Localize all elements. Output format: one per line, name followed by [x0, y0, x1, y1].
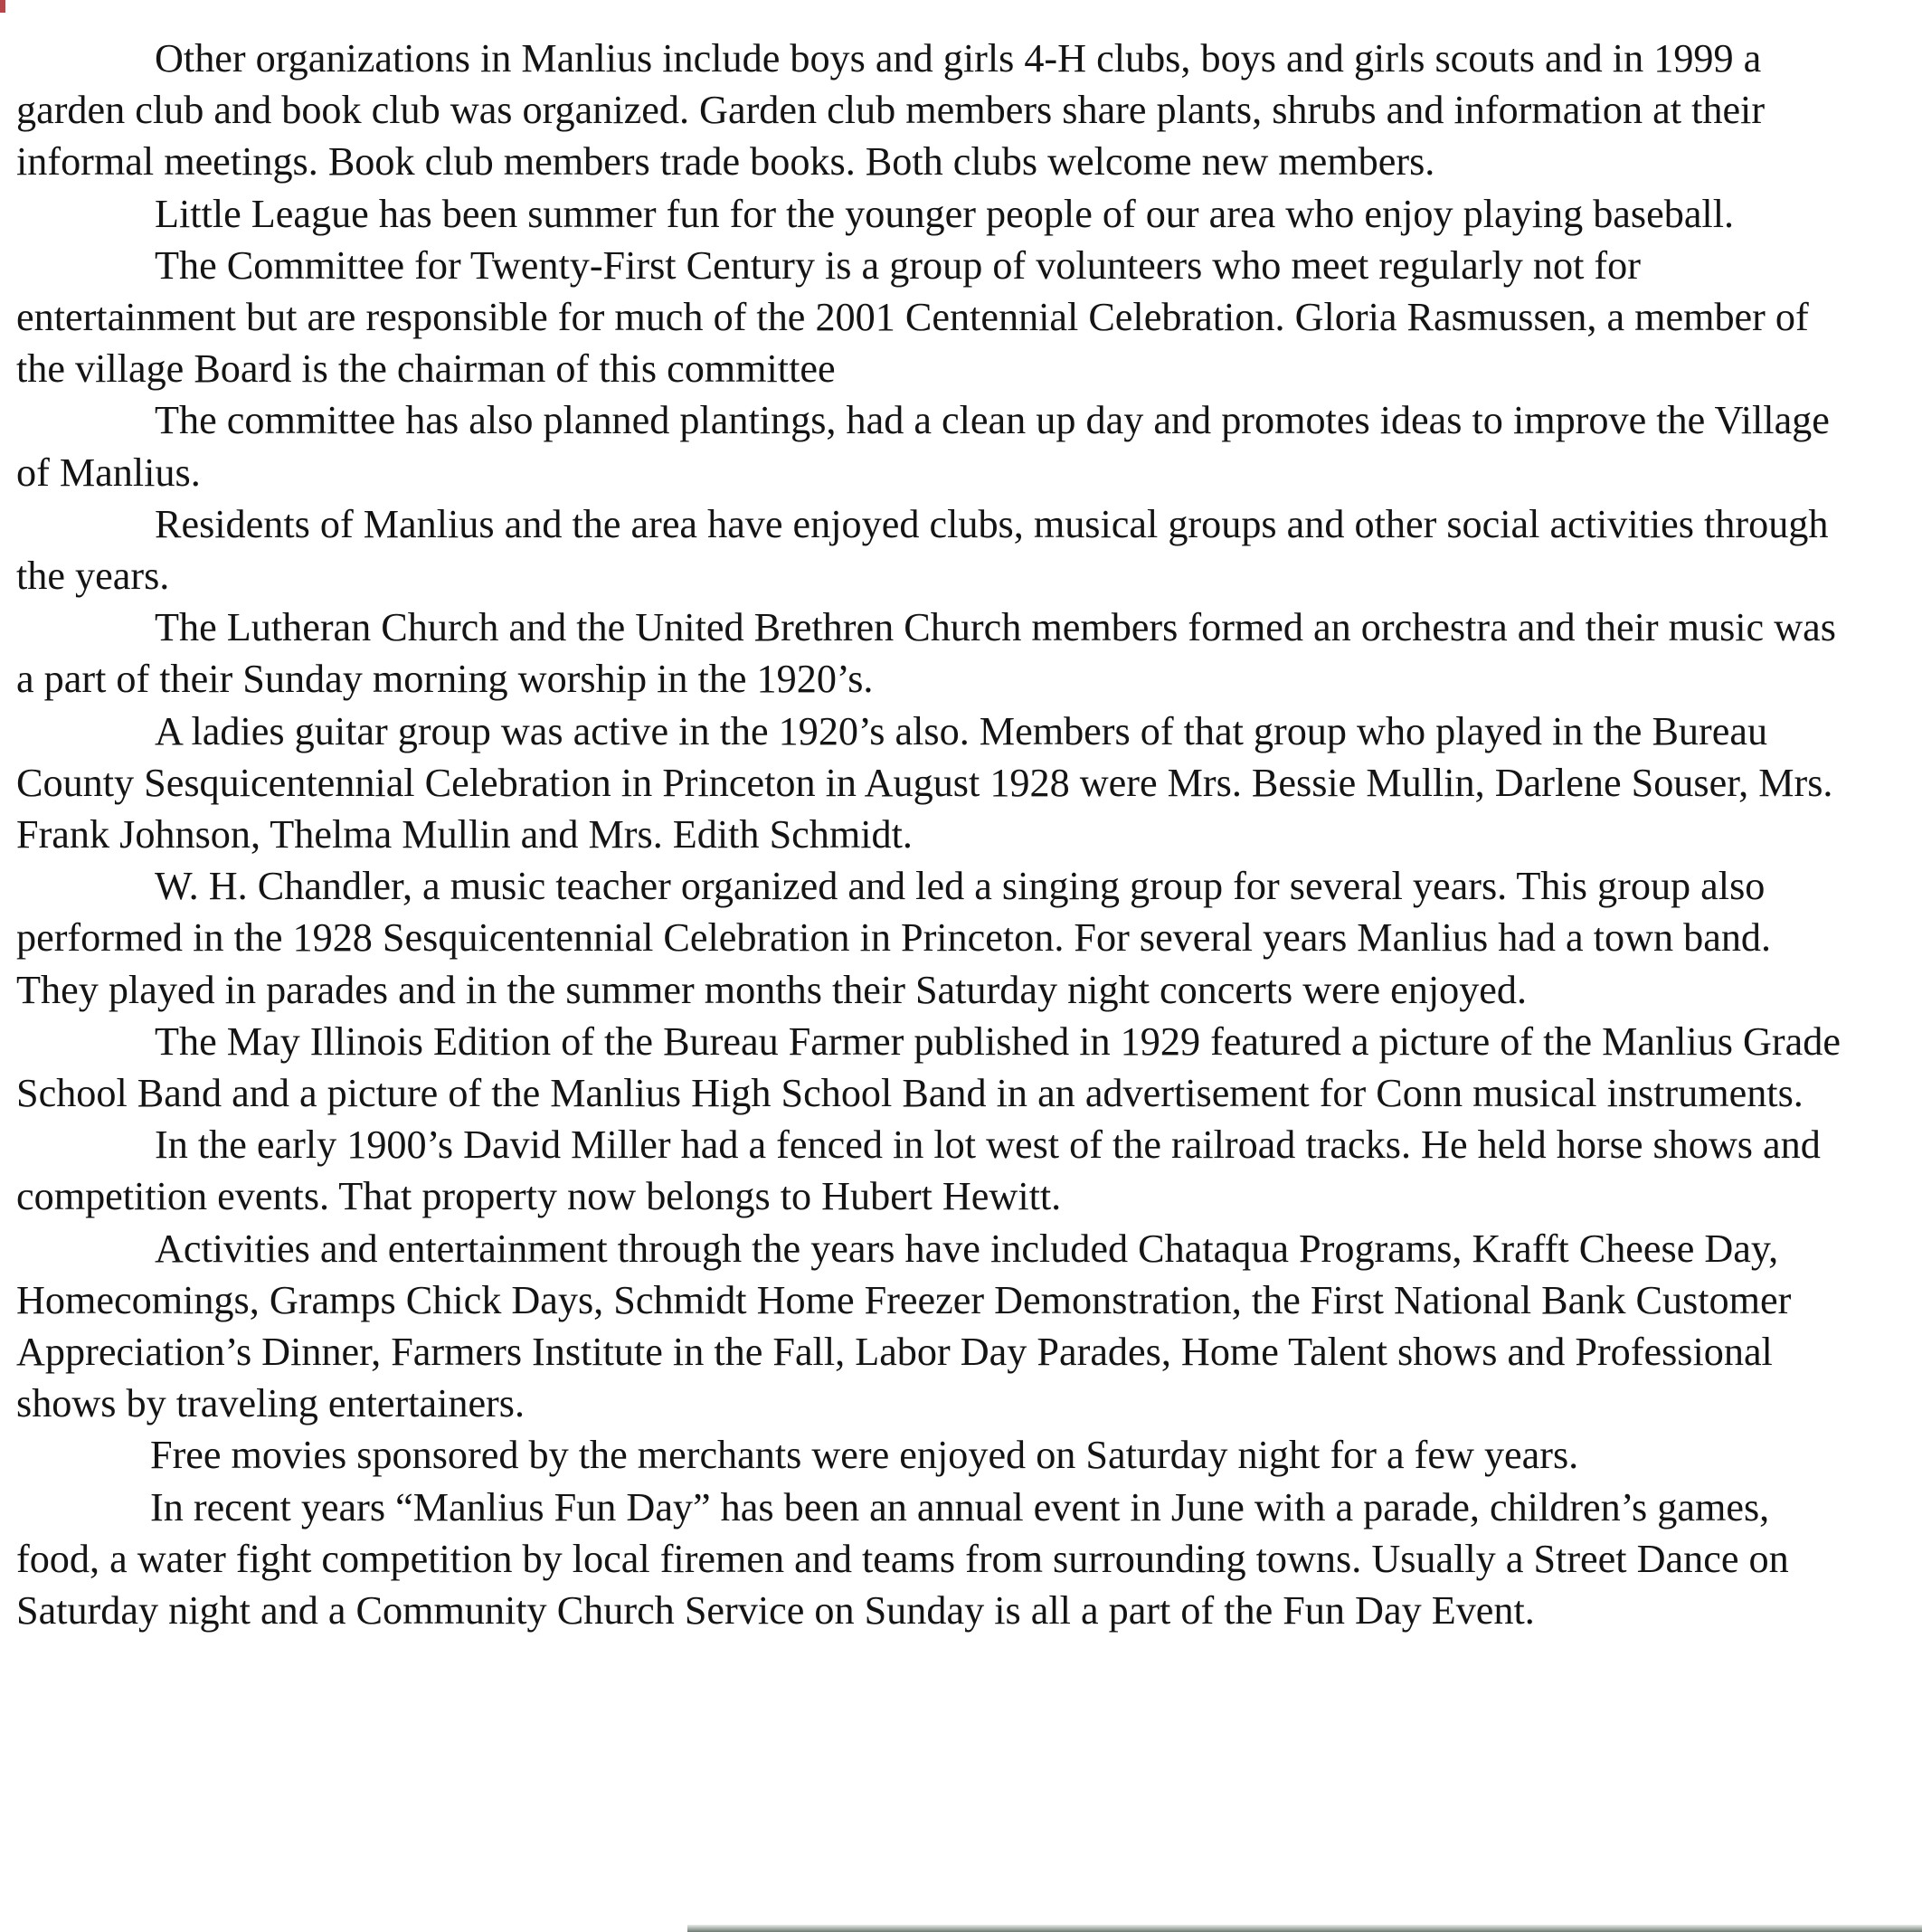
scan-bottom-edge — [687, 1925, 1922, 1932]
paragraph-singing-group: W. H. Chandler, a music teacher organized and led a singing group for several years. This group also performed in the 1928 Sesquicentennial Celebration in Princeton. For several years Manlius had a town band. They played in parades and in the summer months their Saturday night concerts were enjoyed. — [16, 864, 1772, 1012]
paragraph-horse-shows: In the early 1900’s David Miller had a fenced in lot west of the railroad tracks. He held horse shows and competition events. That property now belongs to Hubert Hewitt. — [16, 1122, 1821, 1219]
document-page — [16, 33, 1848, 1636]
paragraph-bureau-farmer: The May Illinois Edition of the Bureau Farmer published in 1929 featured a picture of the Manlius Grade School Band and a picture of the Manlius High School Band in an advertisement for Conn musical instruments. — [16, 1018, 1841, 1116]
paragraph-little-league: Little League has been summer fun for the younger people of our area who enjoy playing baseball. — [155, 191, 1735, 236]
paragraph-fun-day: In recent years “Manlius Fun Day” has been an annual event in June with a parade, children’s games, food, a water fight competition by local firemen and teams from surrounding towns. Usually a Street Dance on Saturday night and a Community Church Service on Sunday is all a part of the Fun Day Event. — [16, 1484, 1789, 1634]
paragraph-committee-plantings: The committee has also planned plantings, had a clean up day and promotes ideas to improve the Village of Manlius. — [16, 398, 1830, 495]
scan-edge-mark — [0, 0, 5, 13]
paragraph-residents: Residents of Manlius and the area have enjoyed clubs, musical groups and other social activities through the years. — [16, 501, 1829, 599]
paragraph-committee: The Committee for Twenty-First Century is a group of volunteers who meet regularly not for entertainment but are responsible for much of the 2001 Centennial Celebration. Gloria Rasmussen, a member of the village Board is the chairman of this committee — [16, 242, 1809, 392]
paragraph-activities: Activities and entertainment through the years have included Chataqua Programs, Krafft Cheese Day, Homecomings, Gramps Chick Days, Schmidt Home Freezer Demonstration, the First National Bank Customer Appreciation’s Dinner, Farmers Institute in the Fall, Labor Day Parades, Home Talent shows and Professional shows by traveling entertainers. — [16, 1226, 1792, 1426]
paragraph-guitar-group: A ladies guitar group was active in the 1920’s also. Members of that group who played in the Bureau County Sesquicentennial Celebration in Princeton in August 1928 were Mrs. Bessie Mullin, Darlene Souser, Mrs. Frank Johnson, Thelma Mullin and Mrs. Edith Schmidt. — [16, 708, 1833, 857]
paragraph-orchestra: The Lutheran Church and the United Brethren Church members formed an orchestra and their music was a part of their Sunday morning worship in the 1920’s. — [16, 605, 1836, 702]
paragraph-organizations: Other organizations in Manlius include boys and girls 4-H clubs, boys and girls scouts and in 1999 a garden club and book club was organized. Garden club members share plants, shrubs and information at their informal meetings. Book club members trade books. Both clubs welcome new members. — [16, 36, 1766, 185]
paragraph-free-movies: Free movies sponsored by the merchants were enjoyed on Saturday night for a few years. — [150, 1433, 1579, 1478]
